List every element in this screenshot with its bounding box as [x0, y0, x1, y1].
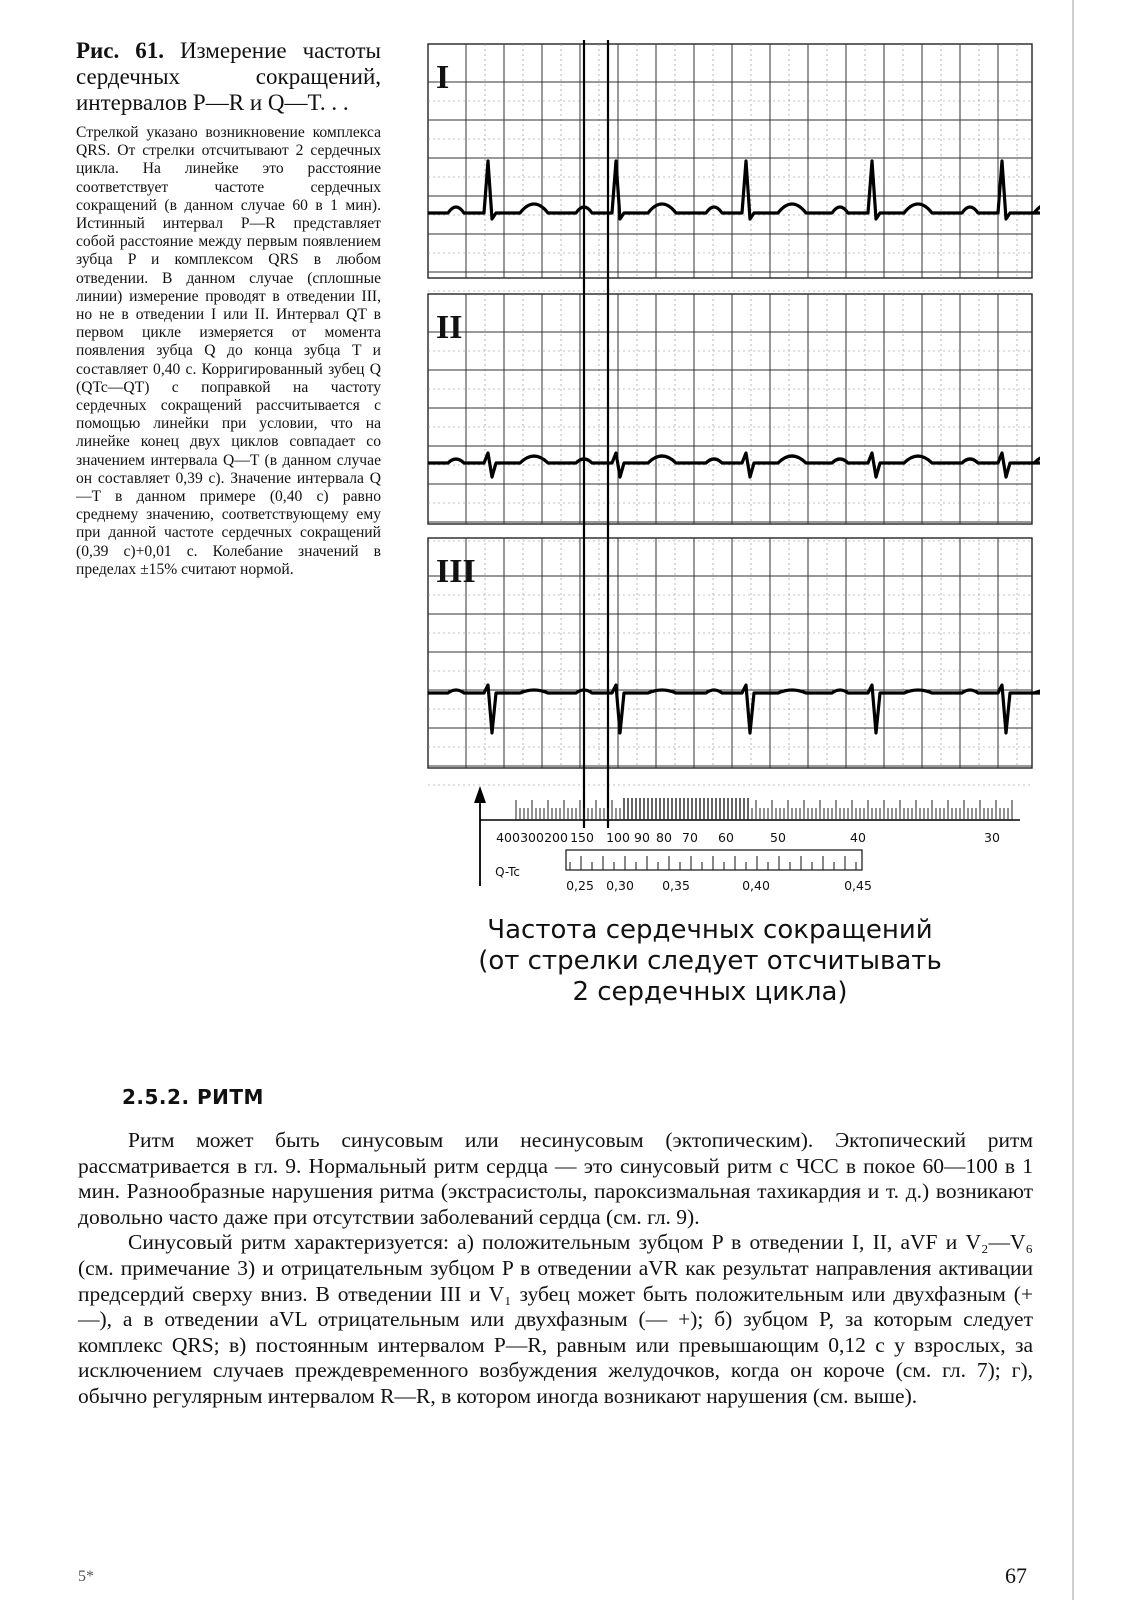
rate-scale-label: 100: [606, 830, 630, 845]
rate-caption: [450, 915, 970, 1008]
rate-scale-label: 70: [682, 830, 698, 845]
rate-scale-label: 60: [718, 830, 734, 845]
figure-title: Измерение частоты сердечных сокращений, интервалов P—R и Q—T. . .: [76, 38, 381, 115]
section-heading: 2.5.2. РИТМ: [122, 1085, 264, 1109]
page-signature-mark: 5*: [78, 1568, 94, 1585]
paragraph: Ритм может быть синусовым или несинусовым (эктопическим). Эктопический ритм рассматривается в гл. 9. Нормальный ритм сердца — это синусовый ритм с ЧСС в покое 60—100 в 1 мин. Разнообразные нарушения ритма (экстрасистолы, пароксизмальная тахикардия и т. д.) возникают довольно часто даже при отсутствии заболеваний сердца (см. гл. 9).: [78, 1128, 1033, 1229]
qtc-scale-box: [566, 850, 862, 870]
lead-panel: [428, 44, 1032, 291]
panel-border: [428, 538, 1032, 768]
rate-scale-label: 30: [984, 830, 1000, 845]
ecg-diagram: [420, 38, 1040, 918]
arrow-head: [474, 786, 486, 803]
lead-label: II: [436, 309, 463, 346]
rate-scale-label: 90: [634, 830, 650, 845]
ecg-traces: [428, 161, 1040, 733]
panel-border: [428, 44, 1032, 278]
rate-caption-line: Частота сердечных сокращений: [487, 915, 933, 945]
body-text: [78, 1128, 1033, 1410]
panel-border: [428, 294, 1032, 524]
lead-panel: [428, 294, 1032, 541]
caption-body: Стрелкой указано возникновение комплекса QRS. От стрелки отсчитывают 2 сердечных цикла. На линейке это расстояние соответствует частоте сердечных сокращений (в данном случае 60 в 1 мин). Истинный интервал P—R представляет собой расстояние между первым появлением зубца P и комплексом QRS в любом отведении. В данном случае (сплошные линии) измерение проводят в отведении III, но не в отведении I или II. Интервал QT в первом цикле измеряется от момента появления зубца Q до конца зубца T и составляет 0,40 с. Корригированный зубец Q (QTc—QT) с поправкой на частоту сердечных сокращений рассчитывается с помощью линейки при условии, что на линейке конец двух циклов совпадает со значением интервала Q—T (в данном случае он составляет 0,39 с). Значение интервала Q—T в данном примере (0,40 с) равно среднему значению, соответствующему ему при данной частоте сердечных сокращений (0,39 с)+0,01 с. Колебание значений в пределах ±15% считают нормой.: [76, 124, 381, 578]
lead-label: III: [436, 553, 476, 590]
lead-panel: [428, 538, 1032, 785]
rate-scale-label: 40: [850, 830, 866, 845]
lead-label: I: [436, 59, 450, 96]
qtc-label: Q-Tc: [495, 865, 520, 879]
rate-scale-label: 150: [570, 830, 594, 845]
rate-scale-label: 50: [770, 830, 786, 845]
figure-label: Рис. 61.: [76, 38, 164, 63]
page-edge-line: [1072, 0, 1074, 1600]
caption-title: [76, 38, 381, 116]
rate-caption-line: (от стрелки следует отсчитывать: [478, 946, 942, 976]
rate-caption-line: 2 сердечных цикла): [572, 977, 848, 1007]
qtc-scale-label: 0,40: [742, 878, 770, 893]
qtc-scale-label: 0,45: [844, 878, 872, 893]
page-number: 67: [1005, 1563, 1027, 1588]
rate-scale-label: 80: [656, 830, 672, 845]
paragraph: Синусовый ритм характеризуется: а) положительным зубцом P в отведении I, II, aVF и V₂—V₆ (см. примечание 3) и отрицательным зубцом P в отведении aVR как результат направления активации предсердий сверху вниз. В отведении III и V₁ зубец может быть положительным или двухфазным (+ —), а в отведении aVL отрицательным или двухфазным (— +); б) зубцом P, за которым следует комплекс QRS; в) постоянным интервалом P—R, равным или превышающим 0,12 с у взрослых, за исключением случаев преждевременного возбуждения желудочков, когда он короче (см. гл. 7); г), обычно регулярным интервалом R—R, в котором иногда возникают нарушения (см. выше).: [78, 1230, 1033, 1408]
qtc-scale-label: 0,25: [566, 878, 594, 893]
ecg-panels: [428, 44, 1032, 785]
figure-caption: [76, 38, 381, 579]
rate-scale-label: 400: [496, 830, 520, 845]
ecg-trace: [428, 161, 1040, 219]
rate-ruler: [474, 786, 1020, 893]
rate-scale-label: 200: [544, 830, 568, 845]
rate-scale-label: 300: [520, 830, 544, 845]
qtc-scale-label: 0,30: [606, 878, 634, 893]
ecg-figure: [420, 38, 1040, 958]
qtc-scale-label: 0,35: [662, 878, 690, 893]
